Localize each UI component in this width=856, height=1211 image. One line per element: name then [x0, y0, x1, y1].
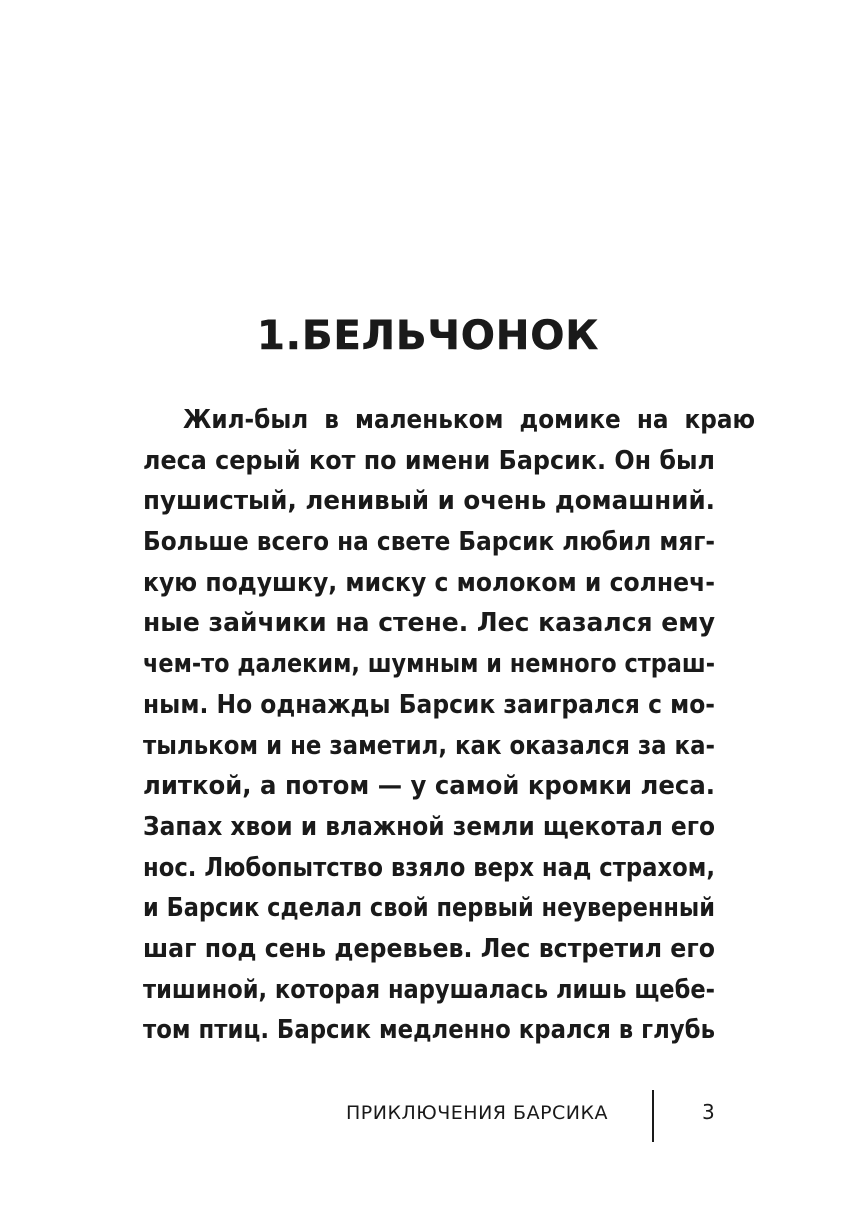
- text-line: шаг под сень деревьев. Лес встретил его: [143, 933, 715, 964]
- text-line: тишиной, которая нарушалась лишь щебе-: [143, 974, 715, 1005]
- text-line: и Барсик сделал свой первый неуверенный: [143, 893, 715, 924]
- text-line: тыльком и не заметил, как оказался за ка-: [143, 730, 715, 761]
- text-line: кую подушку, миску с молоком и солнеч-: [143, 567, 715, 598]
- footer-divider: [652, 1090, 654, 1142]
- page-number: 3: [702, 1100, 715, 1124]
- running-title: ПРИКЛЮЧЕНИЯ БАРСИКА: [346, 1102, 608, 1124]
- chapter-title: 1.БЕЛЬЧОНОК: [256, 313, 600, 359]
- text-line: нос. Любопытство взяло верх над страхом,: [143, 852, 715, 883]
- text-line: Больше всего на свете Барсик любил мяг-: [143, 527, 715, 558]
- text-line: Жил-был в маленьком домике на краю: [182, 405, 755, 435]
- text-line: том птиц. Барсик медленно крался в глубь: [143, 1015, 715, 1046]
- page-footer: [0, 1088, 856, 1144]
- text-line: чем-то далеким, шумным и немного страш-: [143, 649, 715, 680]
- text-line: ным. Но однажды Барсик заигрался с мо-: [143, 689, 715, 720]
- text-line: литкой, а потом — у самой кромки леса.: [143, 771, 715, 802]
- chapter-body-text: [143, 400, 755, 1051]
- text-line: пушистый, ленивый и очень домашний.: [143, 486, 715, 517]
- text-line: Запах хвои и влажной земли щекотал его: [143, 811, 715, 842]
- text-line: ные зайчики на стене. Лес казался ему: [143, 608, 715, 639]
- text-line: леса серый кот по имени Барсик. Он был: [143, 445, 715, 476]
